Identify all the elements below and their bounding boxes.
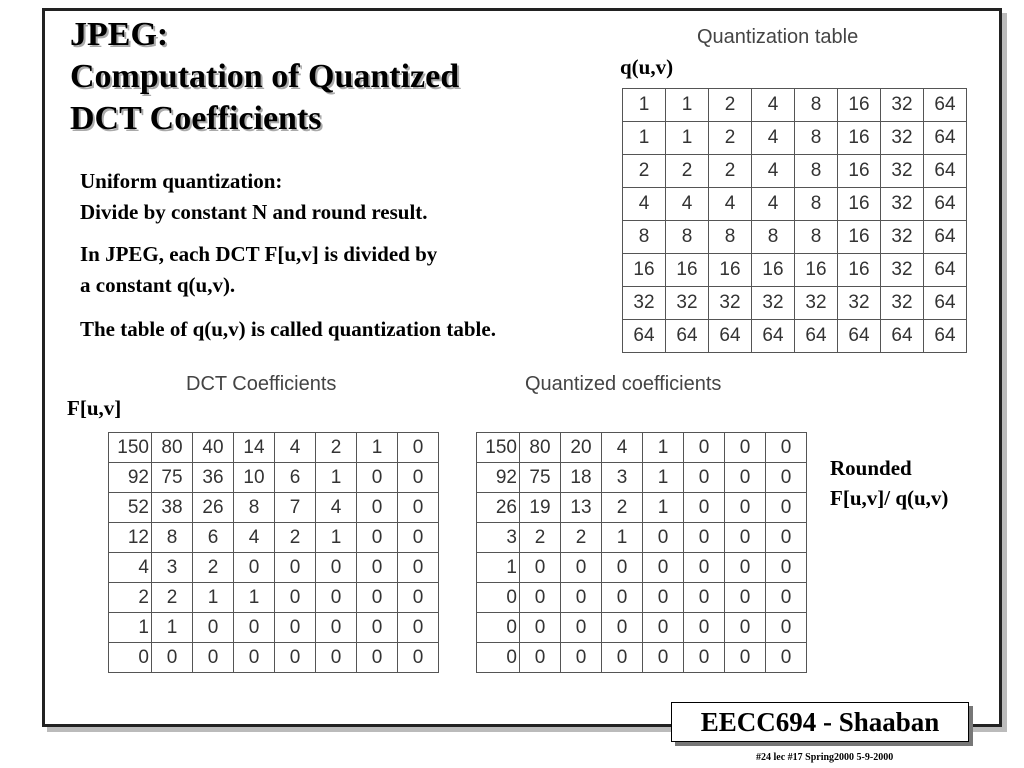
table-row [109,463,439,493]
table-cell: 32 [666,287,709,320]
table-cell: 16 [838,89,881,122]
table-cell: 0 [766,523,807,553]
table-cell: 0 [520,613,561,643]
table-cell: 64 [924,254,967,287]
rounded-label-line-1: Rounded [830,456,912,480]
table-cell: 0 [398,433,439,463]
table-cell: 32 [709,287,752,320]
table-cell: 150 [477,433,520,463]
table-cell: 64 [709,320,752,353]
dct-coefficients-table [108,432,439,673]
table-cell: 0 [684,613,725,643]
table-cell: 0 [725,433,766,463]
table-cell: 40 [193,433,234,463]
table-cell: 0 [643,613,684,643]
table-cell: 80 [520,433,561,463]
table-cell: 64 [924,320,967,353]
table-cell: 2 [109,583,152,613]
table-cell: 0 [684,523,725,553]
table-cell: 32 [881,155,924,188]
table-cell: 2 [709,155,752,188]
table-cell: 16 [838,122,881,155]
table-cell: 1 [623,122,666,155]
table-cell: 32 [881,89,924,122]
table-cell: 16 [838,221,881,254]
table-row [109,583,439,613]
table-cell: 0 [520,583,561,613]
table-cell: 0 [520,643,561,673]
table-cell: 0 [725,613,766,643]
table-cell: 0 [602,583,643,613]
table-cell: 4 [752,155,795,188]
table-cell: 12 [109,523,152,553]
table-cell: 0 [766,613,807,643]
table-cell: 8 [795,221,838,254]
table-row [477,433,807,463]
table-cell: 1 [193,583,234,613]
table-cell: 4 [752,122,795,155]
table-cell: 0 [357,463,398,493]
table-cell: 19 [520,493,561,523]
table-cell: 16 [666,254,709,287]
table-cell: 64 [924,188,967,221]
table-cell: 32 [752,287,795,320]
table-cell: 0 [398,643,439,673]
table-cell: 0 [234,553,275,583]
table-cell: 0 [193,643,234,673]
course-footer-text: EECC694 - Shaaban [700,706,940,737]
table-cell: 8 [666,221,709,254]
table-cell: 64 [924,89,967,122]
table-cell: 18 [561,463,602,493]
table-cell: 0 [357,583,398,613]
table-cell: 16 [838,188,881,221]
table-cell: 64 [924,221,967,254]
table-cell: 1 [643,433,684,463]
table-cell: 0 [357,643,398,673]
table-cell: 8 [234,493,275,523]
quantized-coefficients-table [476,432,807,673]
table-cell: 0 [684,583,725,613]
table-cell: 4 [709,188,752,221]
table-cell: 3 [602,463,643,493]
table-row [477,613,807,643]
table-cell: 1 [357,433,398,463]
table-cell: 0 [234,643,275,673]
table-cell: 16 [623,254,666,287]
table-cell: 0 [316,583,357,613]
table-row [623,320,967,353]
table-cell: 2 [709,89,752,122]
table-row [477,493,807,523]
table-cell: 0 [316,643,357,673]
table-cell: 0 [684,553,725,583]
table-cell: 3 [152,553,193,583]
table-cell: 0 [316,553,357,583]
table-cell: 0 [684,643,725,673]
table-cell: 0 [684,463,725,493]
table-cell: 2 [316,433,357,463]
course-footer-box [671,702,969,742]
table-cell: 32 [881,122,924,155]
table-row [109,493,439,523]
dct-coefficients-caption: DCT Coefficients [186,373,337,395]
table-cell: 4 [666,188,709,221]
table-cell: 10 [234,463,275,493]
table-cell: 0 [643,583,684,613]
table-cell: 4 [752,188,795,221]
table-cell: 38 [152,493,193,523]
table-cell: 1 [234,583,275,613]
table-cell: 0 [357,613,398,643]
table-cell: 64 [795,320,838,353]
table-cell: 0 [725,553,766,583]
table-cell: 1 [477,553,520,583]
table-cell: 64 [881,320,924,353]
table-cell: 4 [752,89,795,122]
table-cell: 13 [561,493,602,523]
paragraph-quantization-table [80,314,496,345]
table-cell: 0 [725,643,766,673]
table-cell: 0 [684,493,725,523]
paragraph-line: a constant q(u,v). [80,273,236,297]
table-cell: 4 [602,433,643,463]
table-cell: 14 [234,433,275,463]
table-cell: 75 [520,463,561,493]
table-cell: 64 [666,320,709,353]
table-cell: 1 [109,613,152,643]
table-cell: 32 [623,287,666,320]
table-cell: 0 [316,613,357,643]
table-row [109,433,439,463]
table-row [477,553,807,583]
table-cell: 0 [275,643,316,673]
q-uv-label: q(u,v) [620,55,674,79]
table-row [477,463,807,493]
table-cell: 0 [152,643,193,673]
table-cell: 0 [275,583,316,613]
table-cell: 3 [477,523,520,553]
table-cell: 4 [109,553,152,583]
table-cell: 75 [152,463,193,493]
table-row [623,254,967,287]
table-cell: 1 [666,122,709,155]
table-cell: 2 [623,155,666,188]
table-cell: 80 [152,433,193,463]
table-cell: 2 [709,122,752,155]
table-cell: 16 [838,155,881,188]
rounded-label-line-2: F[u,v]/ q(u,v) [830,486,949,510]
table-cell: 0 [643,643,684,673]
table-cell: 16 [752,254,795,287]
table-row [477,583,807,613]
table-cell: 92 [477,463,520,493]
title-line-2: Computation of Quantized [70,58,460,95]
table-cell: 0 [520,553,561,583]
table-row [623,287,967,320]
table-row [477,643,807,673]
table-cell: 0 [275,613,316,643]
table-cell: 0 [602,613,643,643]
table-cell: 0 [766,463,807,493]
table-cell: 0 [193,613,234,643]
table-cell: 0 [725,493,766,523]
table-cell: 0 [398,463,439,493]
table-cell: 0 [398,613,439,643]
table-cell: 2 [275,523,316,553]
table-row [623,122,967,155]
quantization-table-caption: Quantization table [697,26,859,48]
table-row [623,155,967,188]
table-cell: 2 [520,523,561,553]
table-cell: 1 [666,89,709,122]
paragraph-line: Divide by constant N and round result. [80,200,428,224]
table-cell: 8 [152,523,193,553]
table-cell: 2 [152,583,193,613]
table-cell: 0 [561,613,602,643]
table-cell: 0 [477,613,520,643]
table-cell: 8 [752,221,795,254]
table-cell: 0 [725,523,766,553]
table-cell: 1 [643,493,684,523]
table-cell: 32 [795,287,838,320]
table-cell: 4 [623,188,666,221]
title-line-1: JPEG: [70,16,169,53]
table-cell: 4 [275,433,316,463]
f-uv-label: F[u,v] [67,396,122,420]
table-row [109,643,439,673]
paragraph-uniform-quantization [80,166,428,228]
table-row [109,553,439,583]
table-cell: 0 [766,553,807,583]
table-cell: 0 [398,493,439,523]
table-cell: 1 [316,463,357,493]
table-cell: 0 [398,523,439,553]
table-row [623,89,967,122]
table-cell: 0 [109,643,152,673]
table-cell: 7 [275,493,316,523]
table-cell: 36 [193,463,234,493]
table-cell: 2 [602,493,643,523]
table-cell: 52 [109,493,152,523]
table-cell: 1 [316,523,357,553]
table-cell: 150 [109,433,152,463]
table-row [477,523,807,553]
title-line-3: DCT Coefficients [70,100,322,137]
table-cell: 4 [316,493,357,523]
table-row [623,221,967,254]
table-cell: 0 [643,523,684,553]
paragraph-line: The table of q(u,v) is called quantization table. [80,317,496,341]
table-cell: 0 [561,643,602,673]
table-cell: 1 [152,613,193,643]
table-cell: 32 [881,254,924,287]
paragraph-line: Uniform quantization: [80,169,283,193]
table-cell: 2 [666,155,709,188]
table-cell: 1 [643,463,684,493]
table-cell: 0 [275,553,316,583]
table-cell: 6 [193,523,234,553]
table-cell: 16 [838,254,881,287]
table-cell: 0 [684,433,725,463]
table-cell: 0 [234,613,275,643]
table-cell: 0 [725,583,766,613]
table-row [109,613,439,643]
table-cell: 0 [477,583,520,613]
quantization-table [622,88,967,353]
table-cell: 32 [881,287,924,320]
lecture-info: #24 lec #17 Spring2000 5-9-2000 [756,752,894,763]
table-cell: 64 [924,287,967,320]
table-cell: 0 [357,523,398,553]
table-cell: 0 [357,493,398,523]
table-cell: 64 [924,122,967,155]
table-cell: 2 [193,553,234,583]
table-cell: 32 [838,287,881,320]
slide-title [70,14,459,140]
table-row [109,523,439,553]
table-cell: 0 [398,583,439,613]
table-cell: 8 [795,89,838,122]
paragraph-line: In JPEG, each DCT F[u,v] is divided by [80,242,438,266]
table-cell: 0 [725,463,766,493]
quantized-coefficients-caption: Quantized coefficients [525,373,722,395]
table-cell: 1 [602,523,643,553]
table-cell: 16 [795,254,838,287]
table-cell: 0 [643,553,684,583]
table-cell: 6 [275,463,316,493]
table-cell: 26 [193,493,234,523]
table-cell: 26 [477,493,520,523]
table-cell: 4 [234,523,275,553]
table-cell: 0 [602,643,643,673]
table-cell: 8 [623,221,666,254]
table-cell: 0 [398,553,439,583]
table-cell: 0 [602,553,643,583]
table-cell: 64 [838,320,881,353]
rounded-label [830,453,948,513]
table-cell: 64 [924,155,967,188]
table-cell: 32 [881,188,924,221]
table-cell: 0 [766,643,807,673]
table-cell: 0 [561,583,602,613]
table-cell: 64 [752,320,795,353]
table-cell: 8 [795,188,838,221]
table-cell: 0 [766,433,807,463]
paragraph-jpeg-division [80,239,437,301]
table-cell: 0 [766,583,807,613]
table-cell: 0 [766,493,807,523]
table-cell: 32 [881,221,924,254]
table-cell: 0 [477,643,520,673]
table-cell: 8 [795,155,838,188]
table-cell: 92 [109,463,152,493]
table-row [623,188,967,221]
table-cell: 16 [709,254,752,287]
table-cell: 1 [623,89,666,122]
table-cell: 8 [709,221,752,254]
table-cell: 8 [795,122,838,155]
table-cell: 2 [561,523,602,553]
table-cell: 0 [561,553,602,583]
table-cell: 64 [623,320,666,353]
table-cell: 20 [561,433,602,463]
table-cell: 0 [357,553,398,583]
